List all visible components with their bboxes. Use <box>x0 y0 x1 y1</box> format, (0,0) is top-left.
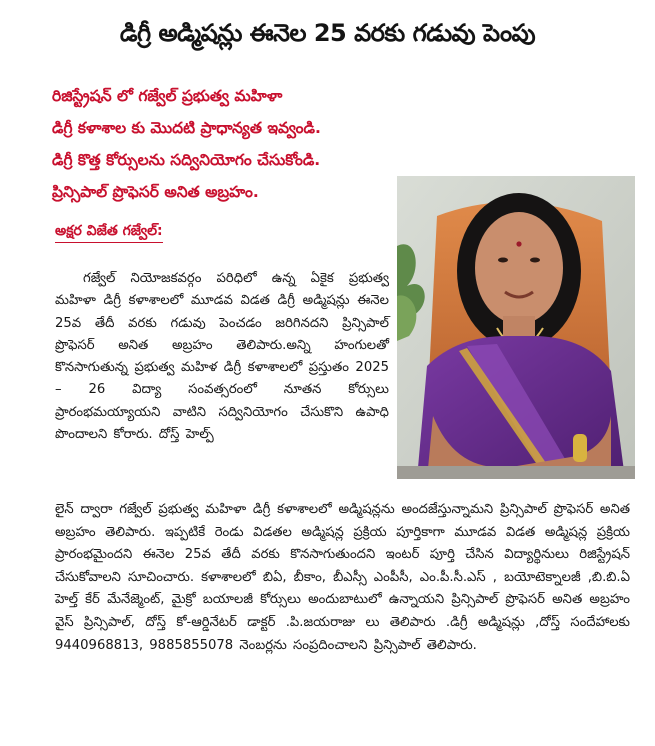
intro-line: రిజిస్ట్రేషన్ లో గజ్వేల్ ప్రభుత్వ మహిళా <box>52 87 283 105</box>
article-paragraph-1: గజ్వేల్ నియోజకవర్గం పరిధిలో ఉన్న ఏకైక ప్రభుత్వ మహిళా డిగ్రీ కళాశాలలో మూడవ విడత డిగ్రీ అడ్మిషన్లు ఈనెల 25వ తేదీ వరకు గడువు పెంచడం జరిగినదని ప్రిన్సిపాల్ ప్రొఫెసర్ అనిత అబ్రహం తెలిపారు.అన్ని హంగులతో కొనసాగుతున్న ప్రభుత్వ మహిళ డిగ్రీ కళాశాలలో ప్రస్తుతం 2025 – 26 విద్యా సంవత్సరంలో నూతన కోర్సులు ప్రారంభమయ్యాయని వాటిని సద్వినియోగం చేసుకొని ఉపాధి పొందాలని కోరారు. దోస్త్ హెల్ప్ <box>55 271 389 443</box>
article-paragraph-2: లైన్ ద్వారా గజ్వేల్ ప్రభుత్వ మహిళా డిగ్రీ కళాశాలలో అడ్మిషన్లను అందజేస్తున్నామని ప్రిన్సిపాల్ ప్రొఫెసర్ అనిత అబ్రహం తెలిపారు. ఇప్పటికే రెండు విడతల అడ్మిషన్ల ప్రక్రియ పూర్తికాగా మూడవ విడత అడ్మిషన్ల ప్రక్రియ ప్రారంభమైందని ఈనెల 25వ తేదీ వరకు కొనసాగుతుందని ఇంటర్ పూర్తి చేసిన విద్యార్థినులు రిజిస్ట్రేషన్ చేసుకోవాలని సూచించారు. కళాశాలలో బిఏ, బీకాం, బీఎస్సీ ఎంపీసీ, ఎం.పీ.సీ.ఎస్ , బయోటెక్నాలజీ ,బి.బి.ఏ హెల్త్ కేర్ మేనేజ్మెంట్, మైక్రో బయాలజీ కోర్సులు అందుబాటులో ఉన్నాయని ప్రిన్సిపాల్ ప్రొఫెసర్ అనిత అబ్రహం వైస్ ప్రిన్సిపాల్, దోస్త్ కో-ఆర్డినేటర్ డాక్టర్ .పి.జయరాజు లు తెలిపారు .డిగ్రీ అడ్మిషన్లు ,దోస్త్ సందేహాలకు 9440968813, 9885855078 నెంబర్లను సంప్రదించాలని ప్రిన్సిపాల్ తెలిపారు. <box>55 502 630 653</box>
principal-photo <box>397 176 635 479</box>
byline: అక్షర విజేత గజ్వేల్: <box>55 220 163 243</box>
intro-line: డిగ్రీ కళాశాల కు మొదటి ప్రాధాన్యత ఇవ్వండి. <box>52 119 321 137</box>
intro-line: డిగ్రీ కొత్త కోర్సులను సద్వినియోగం చేసుకోండి. <box>52 151 321 169</box>
article-headline: డిగ్రీ అడ్మిషన్లు ఈనెల 25 వరకు గడువు పెంపు <box>119 19 536 47</box>
portrait-photo-icon <box>397 176 635 479</box>
intro-line: ప్రిన్సిపాల్ ప్రొఫెసర్ అనిత అబ్రహం. <box>52 183 259 201</box>
